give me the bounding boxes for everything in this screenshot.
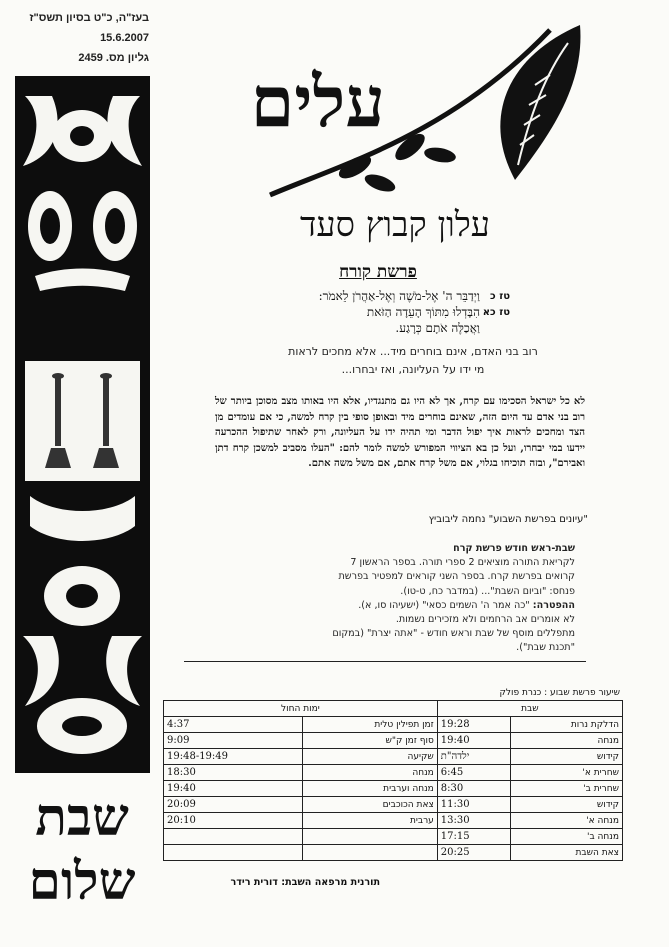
gregorian-date: 15.6.2007 [100,32,149,44]
weekday-label: צאת הכוכבים [302,797,437,813]
verse-ref: טז כא [482,307,510,318]
shabbat-label: מנחה א' [510,813,622,829]
shabbat-label: שחרית ב' [510,781,622,797]
weekday-label [302,845,437,861]
table-row [164,717,623,733]
shabbat-time: 6:45 [437,765,510,781]
weekday-time: 19:48-19:49 [164,749,303,765]
article-body: לא כל ישראל הסכימו עם קרח, אך לא היו גם מתנגדיו, אלא היו באותו מצב מסוכן ביותר של רוב בני אדם עד היום הזה, שאינם בוחרים מיד ובאופן סופי בין קרח למשה, כי אם עומדים מן הצד ומחכים לראות איך יפול הדבר ומי תהיה ידו על העליונה, ורק לאחר שתיפול ההכרעה יידעו במי יבחרו, ועל כן בא הציווי המפורש למשה לומר להם: "העלו מסביב למשכן קרח דתן ואבירם", ובזה תוכיחו בגלוי, אם משל קרח אתם, אם משל משה אתם. [215,396,585,470]
weekday-time [164,829,303,845]
shabbat-label: שחרית א' [510,765,622,781]
weekday-label: ערבית [302,813,437,829]
shabbat-time: 20:25 [437,845,510,861]
weekday-label: סוף זמן ק"ש [302,733,437,749]
prayer-times-table [163,700,623,861]
table-caption: שיעור פרשת שבוע : כנרת פולק [499,688,620,698]
notice-line: פנחס: "וביום השבת"... (במדבר כח, ט-טו). [400,585,575,597]
divider [184,661,586,662]
floral-ornament [15,76,150,773]
shabbat-label: מנחה ב' [510,829,622,845]
shabbat-time: 17:15 [437,829,510,845]
weekday-time: 4:37 [164,717,303,733]
table-row [164,797,623,813]
weekday-time: 20:10 [164,813,303,829]
shabbat-label: קידוש [510,797,622,813]
weekday-time [164,845,303,861]
weekday-label: מנחה וערבית [302,781,437,797]
weekday-time: 18:30 [164,765,303,781]
notice-line: מתפללים מוסף של שבת וראש חודש - "אתה יצרת" (במקום [332,628,575,640]
weekday-label: מנחה [302,765,437,781]
table-row [164,749,623,765]
table-row [164,765,623,781]
shabbat-label: צאת השבת [510,845,622,861]
table-row [164,829,623,845]
notice-line: "תכנת שבת"). [516,642,575,654]
table-row [164,781,623,797]
weekday-label [302,829,437,845]
verse-line: הִבָּדְלוּ מִתּוֹךְ הָעֵדָה הַזֹּאת [366,305,480,319]
shabbat-time: 19:28 [437,717,510,733]
haftara-label: ההפטרה: [532,599,575,611]
haftara-text: "כה אמר ה' השמים כסאי" (ישעיהו סו, א). [358,599,530,611]
weekday-column-header: ימות החול [164,701,438,717]
issue-number: גליון מס. 2459 [78,52,149,64]
greeting-line1: שבת [35,787,129,848]
shabbat-column-header: שבת [437,701,622,717]
notice-title: שבת-ראש חודש פרשת קרח [453,543,575,554]
masthead-subtitle: עלון קבוץ סעד [299,205,491,245]
weekday-time: 9:09 [164,733,303,749]
weekday-time: 20:09 [164,797,303,813]
shabbat-label: מנחה [510,733,622,749]
notice-line: קרואים בפרשת קרח. בספר השני קוראים למפטיר בפרשת [338,571,575,583]
table-header-row [164,701,623,717]
issue-header [9,8,149,68]
shabbat-label: הדלקת נרות [510,717,622,733]
verse-line: וַיְדַבֵּר ה' אֶל-מֹשֶׁה וְאֶל-אַהֲרֹן לֵאמֹר: [318,289,480,303]
weekday-label: זמן תפילין טלית [302,717,437,733]
haftara-line [250,599,575,613]
quote-line: מי ידו על העליונה, ואז יבחרו... [341,363,485,376]
masthead-logo: עלים [250,60,385,143]
rosh-chodesh-notice [250,542,575,656]
clinic-duty-credit: תורנית מרפאה השבת: דורית רידר [230,877,380,888]
notice-line: לא אומרים אב הרחמים ולא מזכירים נשמות. [395,614,575,626]
hebrew-date: בעז"ה, כ"ט בסיון תשס"ז [29,12,149,24]
notice-line: לקריאת התורה מוציאים 2 ספרי תורה. בספר הראשון 7 [350,557,575,569]
table-row [164,845,623,861]
shabbat-label: קידוש [510,749,622,765]
verse-ref: טז כ [490,291,510,302]
shabbat-time: ילדה"ת [437,749,510,765]
shabbat-time: 19:40 [437,733,510,749]
weekday-label: שקיעה [302,749,437,765]
quote-line: רוב בני האדם, אינם בוחרים מיד... אלא מחכים לראות [288,345,538,358]
shabbat-time: 8:30 [437,781,510,797]
shabbat-time: 11:30 [437,797,510,813]
parasha-title: פרשת קורח [339,262,417,282]
weekday-time: 19:40 [164,781,303,797]
shabbat-shalom-greeting [8,786,156,914]
table-row [164,813,623,829]
greeting-line2: שלום [28,851,136,912]
ornamental-border [15,76,150,773]
verse-line: וַאֲכַלֶּה אֹתָם כְּרָגַע. [395,321,480,335]
shabbat-time: 13:30 [437,813,510,829]
table-row [164,733,623,749]
article-source: "עיונים בפרשת השבוע" נחמה ליבוביץ [428,514,588,525]
